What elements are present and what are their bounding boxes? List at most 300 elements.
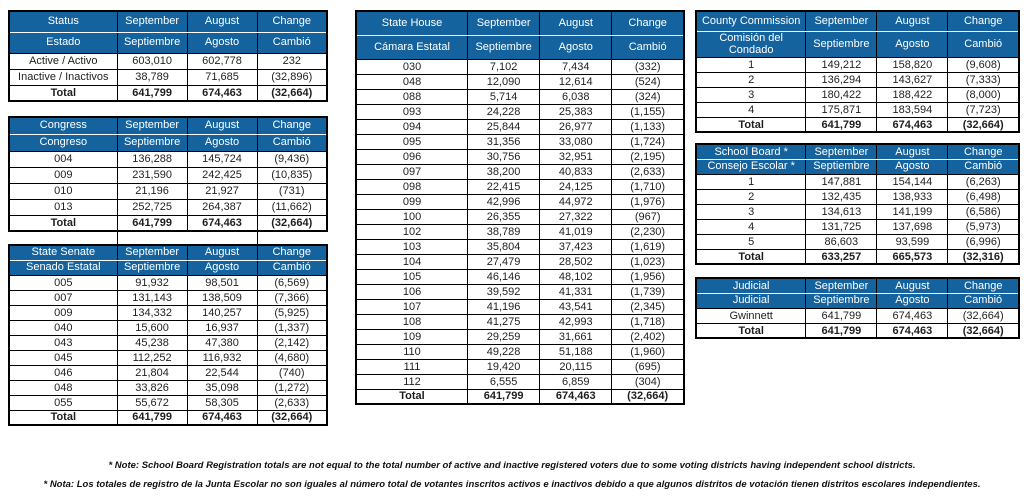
table-cell: 4 bbox=[696, 219, 806, 234]
table-cell: 25,844 bbox=[468, 119, 540, 134]
table-cell: 111 bbox=[356, 359, 468, 374]
table-cell: 231,590 bbox=[117, 167, 187, 183]
column-header: Comisión del Condado bbox=[696, 31, 806, 57]
table-cell: 106 bbox=[356, 284, 468, 299]
table-cell: 043 bbox=[9, 335, 117, 350]
table-cell: 602,778 bbox=[187, 53, 257, 69]
table-row bbox=[356, 284, 684, 299]
column-header: September bbox=[806, 144, 877, 159]
table-cell: 674,463 bbox=[187, 410, 257, 425]
table-cell: 31,356 bbox=[468, 134, 540, 149]
table-cell: (2,633) bbox=[612, 164, 684, 179]
table-row bbox=[356, 344, 684, 359]
table-cell: 098 bbox=[356, 179, 468, 194]
table-cell: (11,662) bbox=[257, 199, 327, 215]
column-header: Congreso bbox=[9, 134, 117, 151]
table-cell: (1,619) bbox=[612, 239, 684, 254]
column-header: Senado Estatal bbox=[9, 260, 117, 275]
footnotes bbox=[0, 456, 1024, 494]
table-cell: (304) bbox=[612, 374, 684, 389]
table-cell: (1,710) bbox=[612, 179, 684, 194]
table-cell: 105 bbox=[356, 269, 468, 284]
table-cell: 108 bbox=[356, 314, 468, 329]
middle-column bbox=[355, 10, 685, 405]
table-cell: 31,661 bbox=[540, 329, 612, 344]
table-cell: (32,664) bbox=[257, 410, 327, 425]
table-cell: 641,799 bbox=[117, 85, 187, 101]
table-row bbox=[356, 269, 684, 284]
column-header: Agosto bbox=[540, 35, 612, 59]
state-senate-table bbox=[8, 244, 328, 426]
table-cell: (1,976) bbox=[612, 194, 684, 209]
header-row-spanish bbox=[9, 260, 327, 275]
table-cell: 44,972 bbox=[540, 194, 612, 209]
header-row-spanish bbox=[9, 134, 327, 151]
column-header: Agosto bbox=[877, 159, 948, 174]
table-cell: 24,125 bbox=[540, 179, 612, 194]
table-cell: (32,664) bbox=[948, 117, 1019, 132]
table-row bbox=[356, 194, 684, 209]
table-row bbox=[356, 74, 684, 89]
column-header: Estado bbox=[9, 32, 117, 53]
table-cell: 674,463 bbox=[187, 215, 257, 231]
table-cell: 6,859 bbox=[540, 374, 612, 389]
column-header: Change bbox=[257, 117, 327, 134]
footnote-english: * Note: School Board Registration totals are not equal to the total number of active and inactive registered voters due to some voting districts having independent school districts. bbox=[108, 460, 916, 471]
table-row bbox=[356, 59, 684, 74]
table-cell: (9,608) bbox=[948, 57, 1019, 72]
table-cell: 4 bbox=[696, 102, 806, 117]
table-row bbox=[356, 104, 684, 119]
table-cell: (967) bbox=[612, 209, 684, 224]
header-row-english bbox=[696, 11, 1019, 31]
table-cell: 35,098 bbox=[187, 380, 257, 395]
table-cell: (1,272) bbox=[257, 380, 327, 395]
table-row bbox=[356, 374, 684, 389]
table-cell: 134,332 bbox=[117, 305, 187, 320]
column-header: August bbox=[877, 11, 948, 31]
column-header: August bbox=[877, 278, 948, 293]
table-row bbox=[9, 69, 327, 85]
table-cell: 131,143 bbox=[117, 290, 187, 305]
table-row bbox=[356, 164, 684, 179]
table-row bbox=[9, 380, 327, 395]
column-header: Cambió bbox=[612, 35, 684, 59]
column-header: County Commission bbox=[696, 11, 806, 31]
column-header: Agosto bbox=[187, 32, 257, 53]
table-cell: 138,509 bbox=[187, 290, 257, 305]
column-header: August bbox=[187, 11, 257, 32]
column-header: Agosto bbox=[187, 134, 257, 151]
table-cell: (1,739) bbox=[612, 284, 684, 299]
table-cell: 29,259 bbox=[468, 329, 540, 344]
table-cell: 41,275 bbox=[468, 314, 540, 329]
table-cell: 137,698 bbox=[877, 219, 948, 234]
table-cell: 20,115 bbox=[540, 359, 612, 374]
table-cell: 107 bbox=[356, 299, 468, 314]
table-cell: (1,023) bbox=[612, 254, 684, 269]
table-row bbox=[696, 219, 1019, 234]
table-cell: 232 bbox=[257, 53, 327, 69]
table-cell: 046 bbox=[9, 365, 117, 380]
table-cell: 33,826 bbox=[117, 380, 187, 395]
table-row bbox=[9, 320, 327, 335]
table-cell: 009 bbox=[9, 167, 117, 183]
table-cell: 26,355 bbox=[468, 209, 540, 224]
table-row bbox=[696, 234, 1019, 249]
table-cell: 180,422 bbox=[806, 87, 877, 102]
column-header: August bbox=[877, 144, 948, 159]
table-cell: 097 bbox=[356, 164, 468, 179]
table-cell: 603,010 bbox=[117, 53, 187, 69]
table-cell: 86,603 bbox=[806, 234, 877, 249]
table-cell: 116,932 bbox=[187, 350, 257, 365]
table-cell: 58,305 bbox=[187, 395, 257, 410]
table-cell: (5,973) bbox=[948, 219, 1019, 234]
table-cell: (6,996) bbox=[948, 234, 1019, 249]
table-cell: (6,569) bbox=[257, 275, 327, 290]
table-cell: 109 bbox=[356, 329, 468, 344]
table-row bbox=[696, 204, 1019, 219]
table-cell: (2,230) bbox=[612, 224, 684, 239]
county-commission-table bbox=[695, 10, 1020, 133]
table-cell: 27,322 bbox=[540, 209, 612, 224]
table-cell: 12,090 bbox=[468, 74, 540, 89]
table-cell: 048 bbox=[356, 74, 468, 89]
table-cell: (324) bbox=[612, 89, 684, 104]
table-cell: (6,586) bbox=[948, 204, 1019, 219]
table-cell: 665,573 bbox=[877, 249, 948, 264]
table-cell: 1 bbox=[696, 174, 806, 189]
table-cell: 28,502 bbox=[540, 254, 612, 269]
table-row bbox=[696, 308, 1019, 323]
table-cell: 154,144 bbox=[877, 174, 948, 189]
table-cell: 1 bbox=[696, 57, 806, 72]
table-cell: (10,835) bbox=[257, 167, 327, 183]
school-board-table bbox=[695, 143, 1020, 265]
table-cell: (5,925) bbox=[257, 305, 327, 320]
table-cell: 6,038 bbox=[540, 89, 612, 104]
table-cell: Total bbox=[696, 117, 806, 132]
column-header: Change bbox=[257, 11, 327, 32]
column-header: State Senate bbox=[9, 245, 117, 260]
total-row bbox=[9, 215, 327, 231]
table-cell: 134,613 bbox=[806, 204, 877, 219]
column-header: September bbox=[117, 11, 187, 32]
table-cell: 21,196 bbox=[117, 183, 187, 199]
table-row bbox=[356, 314, 684, 329]
table-cell: (7,366) bbox=[257, 290, 327, 305]
table-cell: 22,415 bbox=[468, 179, 540, 194]
table-cell: 138,933 bbox=[877, 189, 948, 204]
table-cell: 25,383 bbox=[540, 104, 612, 119]
table-cell: 38,200 bbox=[468, 164, 540, 179]
column-header: September bbox=[806, 278, 877, 293]
table-cell: Total bbox=[9, 410, 117, 425]
header-row-english bbox=[9, 11, 327, 32]
table-cell: 7,102 bbox=[468, 59, 540, 74]
column-header: September bbox=[468, 11, 540, 35]
table-cell: (32,664) bbox=[257, 85, 327, 101]
table-cell: 136,288 bbox=[117, 151, 187, 167]
header-row-english bbox=[696, 278, 1019, 293]
header-row-english bbox=[356, 11, 684, 35]
header-row-spanish bbox=[696, 293, 1019, 308]
footnote-spanish: * Nota: Los totales de registro de la Junta Escolar no son iguales al número total de votantes inscritos activos e inactivos debido a que algunos distritos de votación tienen distritos escolares independientes. bbox=[43, 479, 981, 490]
table-cell: (695) bbox=[612, 359, 684, 374]
table-cell: 42,996 bbox=[468, 194, 540, 209]
table-cell: 095 bbox=[356, 134, 468, 149]
table-cell: 47,380 bbox=[187, 335, 257, 350]
table-cell: 51,188 bbox=[540, 344, 612, 359]
table-row bbox=[356, 224, 684, 239]
table-row bbox=[9, 275, 327, 290]
table-cell: 140,257 bbox=[187, 305, 257, 320]
table-cell: 71,685 bbox=[187, 69, 257, 85]
table-cell: 39,592 bbox=[468, 284, 540, 299]
table-row bbox=[356, 299, 684, 314]
table-cell: 103 bbox=[356, 239, 468, 254]
table-cell: 41,331 bbox=[540, 284, 612, 299]
table-cell: 43,541 bbox=[540, 299, 612, 314]
table-cell: 41,196 bbox=[468, 299, 540, 314]
column-header: September bbox=[117, 117, 187, 134]
congress-table bbox=[8, 116, 328, 232]
table-cell: (1,155) bbox=[612, 104, 684, 119]
table-cell: Total bbox=[356, 389, 468, 404]
table-row bbox=[356, 134, 684, 149]
column-header: Status bbox=[9, 11, 117, 32]
column-header: Septiembre bbox=[468, 35, 540, 59]
table-cell: 21,927 bbox=[187, 183, 257, 199]
table-cell: (32,664) bbox=[948, 308, 1019, 323]
table-cell: 048 bbox=[9, 380, 117, 395]
table-cell: Total bbox=[696, 323, 806, 338]
column-header: Change bbox=[948, 144, 1019, 159]
table-cell: 674,463 bbox=[877, 323, 948, 338]
table-cell: 112,252 bbox=[117, 350, 187, 365]
header-row-spanish bbox=[696, 31, 1019, 57]
table-cell: 37,423 bbox=[540, 239, 612, 254]
table-cell: (2,142) bbox=[257, 335, 327, 350]
table-row bbox=[356, 254, 684, 269]
table-cell: 104 bbox=[356, 254, 468, 269]
table-cell: 007 bbox=[9, 290, 117, 305]
table-cell: 094 bbox=[356, 119, 468, 134]
column-header: Change bbox=[257, 245, 327, 260]
table-row bbox=[696, 189, 1019, 204]
table-row bbox=[696, 72, 1019, 87]
table-cell: (731) bbox=[257, 183, 327, 199]
table-cell: 38,789 bbox=[117, 69, 187, 85]
table-cell: 15,600 bbox=[117, 320, 187, 335]
column-header: August bbox=[187, 117, 257, 134]
table-cell: (6,498) bbox=[948, 189, 1019, 204]
table-cell: 24,228 bbox=[468, 104, 540, 119]
table-cell: 55,672 bbox=[117, 395, 187, 410]
table-row bbox=[356, 179, 684, 194]
table-row bbox=[696, 57, 1019, 72]
column-header: Cambió bbox=[257, 134, 327, 151]
table-cell: 099 bbox=[356, 194, 468, 209]
table-cell: 3 bbox=[696, 204, 806, 219]
table-cell: 35,804 bbox=[468, 239, 540, 254]
header-row-english bbox=[9, 117, 327, 134]
table-cell: 136,294 bbox=[806, 72, 877, 87]
header-row-spanish bbox=[696, 159, 1019, 174]
table-cell: 143,627 bbox=[877, 72, 948, 87]
table-cell: Inactive / Inactivos bbox=[9, 69, 117, 85]
table-cell: 141,199 bbox=[877, 204, 948, 219]
column-header: Cambió bbox=[948, 159, 1019, 174]
table-cell: 004 bbox=[9, 151, 117, 167]
column-header: Septiembre bbox=[117, 32, 187, 53]
table-cell: 005 bbox=[9, 275, 117, 290]
table-cell: 030 bbox=[356, 59, 468, 74]
table-cell: 38,789 bbox=[468, 224, 540, 239]
left-column bbox=[8, 10, 328, 426]
table-cell: 145,724 bbox=[187, 151, 257, 167]
table-cell: (8,000) bbox=[948, 87, 1019, 102]
table-cell: 30,756 bbox=[468, 149, 540, 164]
table-cell: 641,799 bbox=[117, 215, 187, 231]
table-cell: 264,387 bbox=[187, 199, 257, 215]
table-cell: 19,420 bbox=[468, 359, 540, 374]
column-header: Cambió bbox=[257, 260, 327, 275]
table-cell: 45,238 bbox=[117, 335, 187, 350]
table-row bbox=[9, 167, 327, 183]
header-row-english bbox=[9, 245, 327, 260]
table-cell: (9,436) bbox=[257, 151, 327, 167]
table-cell: (332) bbox=[612, 59, 684, 74]
table-cell: Gwinnett bbox=[696, 308, 806, 323]
column-header: Septiembre bbox=[806, 293, 877, 308]
table-cell: 183,594 bbox=[877, 102, 948, 117]
table-cell: 32,951 bbox=[540, 149, 612, 164]
table-cell: 674,463 bbox=[540, 389, 612, 404]
table-cell: 102 bbox=[356, 224, 468, 239]
table-row bbox=[356, 119, 684, 134]
table-cell: 096 bbox=[356, 149, 468, 164]
column-header: Septiembre bbox=[806, 31, 877, 57]
table-cell: 46,146 bbox=[468, 269, 540, 284]
column-header: Cámara Estatal bbox=[356, 35, 468, 59]
table-row bbox=[9, 305, 327, 320]
column-header: Agosto bbox=[877, 31, 948, 57]
column-header: Septiembre bbox=[117, 260, 187, 275]
table-cell: 3 bbox=[696, 87, 806, 102]
table-cell: (7,723) bbox=[948, 102, 1019, 117]
header-row-spanish bbox=[9, 32, 327, 53]
table-cell: (7,333) bbox=[948, 72, 1019, 87]
table-row bbox=[696, 87, 1019, 102]
column-header: State House bbox=[356, 11, 468, 35]
column-header: Consejo Escolar * bbox=[696, 159, 806, 174]
table-cell: 674,463 bbox=[187, 85, 257, 101]
table-cell: 21,804 bbox=[117, 365, 187, 380]
table-cell: (4,680) bbox=[257, 350, 327, 365]
table-row bbox=[356, 89, 684, 104]
table-cell: 641,799 bbox=[806, 323, 877, 338]
table-cell: 100 bbox=[356, 209, 468, 224]
table-cell: 2 bbox=[696, 72, 806, 87]
column-header: Septiembre bbox=[806, 159, 877, 174]
table-row bbox=[356, 209, 684, 224]
table-cell: 158,820 bbox=[877, 57, 948, 72]
table-cell: (1,718) bbox=[612, 314, 684, 329]
table-cell: (1,956) bbox=[612, 269, 684, 284]
total-row bbox=[356, 389, 684, 404]
table-cell: 7,434 bbox=[540, 59, 612, 74]
table-cell: (524) bbox=[612, 74, 684, 89]
header-row-english bbox=[696, 144, 1019, 159]
table-cell: 2 bbox=[696, 189, 806, 204]
table-row bbox=[356, 149, 684, 164]
table-cell: (2,345) bbox=[612, 299, 684, 314]
column-header: Cambió bbox=[948, 31, 1019, 57]
table-cell: 98,501 bbox=[187, 275, 257, 290]
table-cell: 16,937 bbox=[187, 320, 257, 335]
table-row bbox=[9, 290, 327, 305]
table-cell: 633,257 bbox=[806, 249, 877, 264]
total-row bbox=[9, 410, 327, 425]
table-cell: 6,555 bbox=[468, 374, 540, 389]
table-cell: 132,435 bbox=[806, 189, 877, 204]
table-cell: (6,263) bbox=[948, 174, 1019, 189]
table-cell: 12,614 bbox=[540, 74, 612, 89]
table-cell: 641,799 bbox=[117, 410, 187, 425]
table-cell: 045 bbox=[9, 350, 117, 365]
table-cell: 040 bbox=[9, 320, 117, 335]
table-cell: 188,422 bbox=[877, 87, 948, 102]
status-table bbox=[8, 10, 328, 102]
table-cell: 149,212 bbox=[806, 57, 877, 72]
table-cell: 088 bbox=[356, 89, 468, 104]
column-header: Cambió bbox=[948, 293, 1019, 308]
table-cell: 093 bbox=[356, 104, 468, 119]
table-cell: 013 bbox=[9, 199, 117, 215]
table-row bbox=[9, 395, 327, 410]
column-header: Judicial bbox=[696, 293, 806, 308]
column-header: August bbox=[187, 245, 257, 260]
table-cell: 26,977 bbox=[540, 119, 612, 134]
table-cell: (2,402) bbox=[612, 329, 684, 344]
table-cell: (2,633) bbox=[257, 395, 327, 410]
column-header: Agosto bbox=[877, 293, 948, 308]
column-header: September bbox=[806, 11, 877, 31]
table-cell: 242,425 bbox=[187, 167, 257, 183]
column-header: School Board * bbox=[696, 144, 806, 159]
column-header: August bbox=[540, 11, 612, 35]
table-row bbox=[9, 335, 327, 350]
table-cell: 5 bbox=[696, 234, 806, 249]
table-row bbox=[9, 199, 327, 215]
column-header: Change bbox=[948, 11, 1019, 31]
table-row bbox=[356, 359, 684, 374]
table-cell: 175,871 bbox=[806, 102, 877, 117]
table-cell: 010 bbox=[9, 183, 117, 199]
table-cell: (32,664) bbox=[257, 215, 327, 231]
table-row bbox=[356, 329, 684, 344]
table-cell: Total bbox=[9, 215, 117, 231]
table-cell: (32,896) bbox=[257, 69, 327, 85]
table-row bbox=[9, 183, 327, 199]
table-cell: Total bbox=[696, 249, 806, 264]
table-cell: 42,993 bbox=[540, 314, 612, 329]
column-header: Septiembre bbox=[117, 134, 187, 151]
total-row bbox=[696, 249, 1019, 264]
table-cell: 22,544 bbox=[187, 365, 257, 380]
